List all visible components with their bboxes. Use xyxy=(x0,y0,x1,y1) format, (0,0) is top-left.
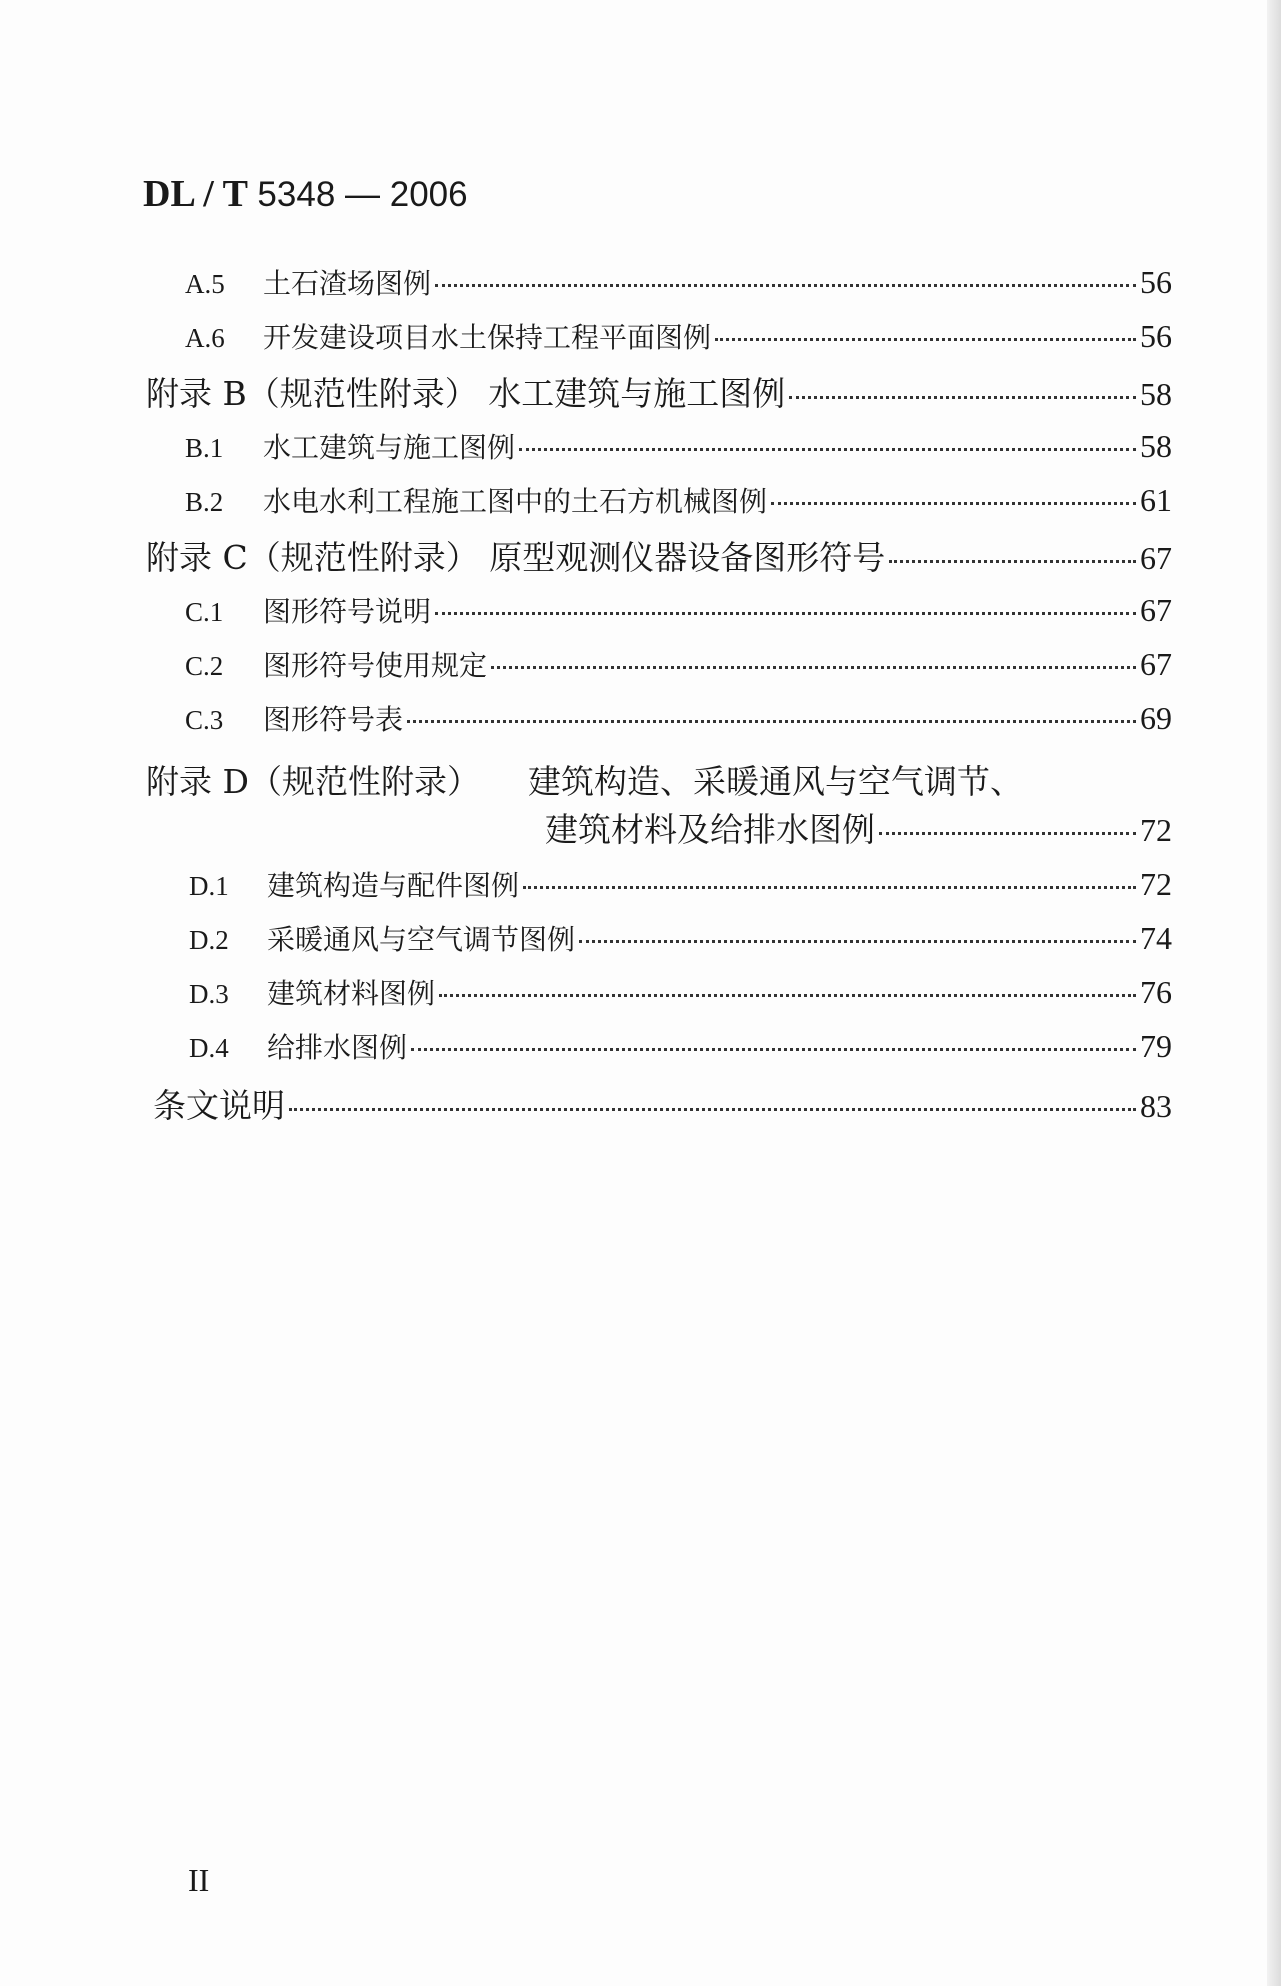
leader-dots xyxy=(289,1108,1136,1111)
toc-title: 条文说明 xyxy=(153,1086,285,1125)
toc-entry-d4[interactable] xyxy=(189,1026,1172,1066)
toc-title: 土石渣场图例 xyxy=(263,267,432,300)
toc-label: B.2 xyxy=(185,487,224,517)
toc-entry-b2[interactable] xyxy=(185,480,1172,520)
toc-page: 67 xyxy=(1140,646,1172,682)
toc-entry-a6[interactable] xyxy=(185,316,1172,356)
toc-entry-c1[interactable] xyxy=(185,590,1172,630)
toc-label: C.3 xyxy=(185,705,224,735)
toc-page: 79 xyxy=(1140,1028,1172,1064)
toc-title: 开发建设项目水土保持工程平面图例 xyxy=(263,321,712,354)
standard-number: 5348 — 2006 xyxy=(257,175,468,214)
toc-title: 水工建筑与施工图例 xyxy=(263,431,516,464)
toc-entry-d1[interactable] xyxy=(189,864,1172,904)
toc-title: 图形符号使用规定 xyxy=(263,649,488,682)
leader-dots xyxy=(435,284,1136,287)
toc-page: 74 xyxy=(1140,920,1172,956)
toc-page: 56 xyxy=(1140,264,1172,300)
toc-entry-b1[interactable] xyxy=(185,426,1172,466)
toc-page: 76 xyxy=(1140,974,1172,1010)
leader-dots xyxy=(523,886,1136,889)
toc-label: D.4 xyxy=(189,1033,229,1063)
leader-dots xyxy=(879,832,1136,835)
leader-dots xyxy=(439,994,1136,997)
toc-entry-explanatory-notes[interactable] xyxy=(153,1080,1172,1127)
standard-code: DL / T xyxy=(143,173,248,215)
toc-page: 72 xyxy=(1140,812,1172,848)
toc-label: A.6 xyxy=(185,323,225,353)
toc-title: 附录 C（规范性附录） 原型观测仪器设备图形符号 xyxy=(146,538,886,577)
toc-title: 建筑构造与配件图例 xyxy=(267,869,520,902)
leader-dots xyxy=(411,1048,1136,1051)
toc-page: 67 xyxy=(1140,592,1172,628)
toc-page: 56 xyxy=(1140,318,1172,354)
toc-title: 建筑材料及给排水图例 xyxy=(545,810,875,849)
toc-label: C.2 xyxy=(185,651,224,681)
toc-entry-appendix-c[interactable] xyxy=(146,532,1172,579)
leader-dots xyxy=(715,338,1136,341)
leader-dots xyxy=(579,940,1136,943)
toc-label: D.1 xyxy=(189,871,229,901)
leader-dots xyxy=(889,560,1136,563)
toc-label: D.3 xyxy=(189,979,229,1009)
toc-entry-appendix-d-line1[interactable] xyxy=(146,756,1023,803)
toc-label: C.1 xyxy=(185,597,224,627)
toc-page: 58 xyxy=(1140,376,1172,412)
toc-entry-c3[interactable] xyxy=(185,698,1172,738)
toc-title: 给排水图例 xyxy=(267,1031,408,1064)
toc-page: 58 xyxy=(1140,428,1172,464)
toc-page: 61 xyxy=(1140,482,1172,518)
toc-page: 83 xyxy=(1140,1088,1172,1124)
toc-title: 图形符号说明 xyxy=(263,595,432,628)
leader-dots xyxy=(491,666,1136,669)
toc-entry-appendix-b[interactable] xyxy=(146,368,1172,415)
leader-dots xyxy=(771,502,1136,505)
leader-dots xyxy=(789,396,1136,399)
toc-title: 建筑材料图例 xyxy=(267,977,436,1010)
toc-appendix-prefix: 附录 D（规范性附录） xyxy=(146,762,480,801)
toc-title: 建筑构造、采暖通风与空气调节、 xyxy=(527,762,1023,801)
toc-title: 采暖通风与空气调节图例 xyxy=(267,923,576,956)
toc-title: 图形符号表 xyxy=(263,703,404,736)
toc-page: 72 xyxy=(1140,866,1172,902)
leader-dots xyxy=(435,612,1136,615)
toc-entry-c2[interactable] xyxy=(185,644,1172,684)
toc-page: 69 xyxy=(1140,700,1172,736)
toc-entry-a5[interactable] xyxy=(185,262,1172,302)
toc-entry-d2[interactable] xyxy=(189,918,1172,958)
leader-dots xyxy=(407,720,1136,723)
toc-page: 67 xyxy=(1140,540,1172,576)
toc-title: 附录 B（规范性附录） 水工建筑与施工图例 xyxy=(146,374,786,413)
toc-title: 水电水利工程施工图中的土石方机械图例 xyxy=(263,485,768,518)
toc-label: D.2 xyxy=(189,925,229,955)
toc-label: A.5 xyxy=(185,269,225,299)
toc-label: B.1 xyxy=(185,433,224,463)
page-number: II xyxy=(188,1862,210,1898)
toc-entry-d3[interactable] xyxy=(189,972,1172,1012)
leader-dots xyxy=(519,448,1136,451)
toc-entry-appendix-d-line2[interactable] xyxy=(545,804,1172,851)
